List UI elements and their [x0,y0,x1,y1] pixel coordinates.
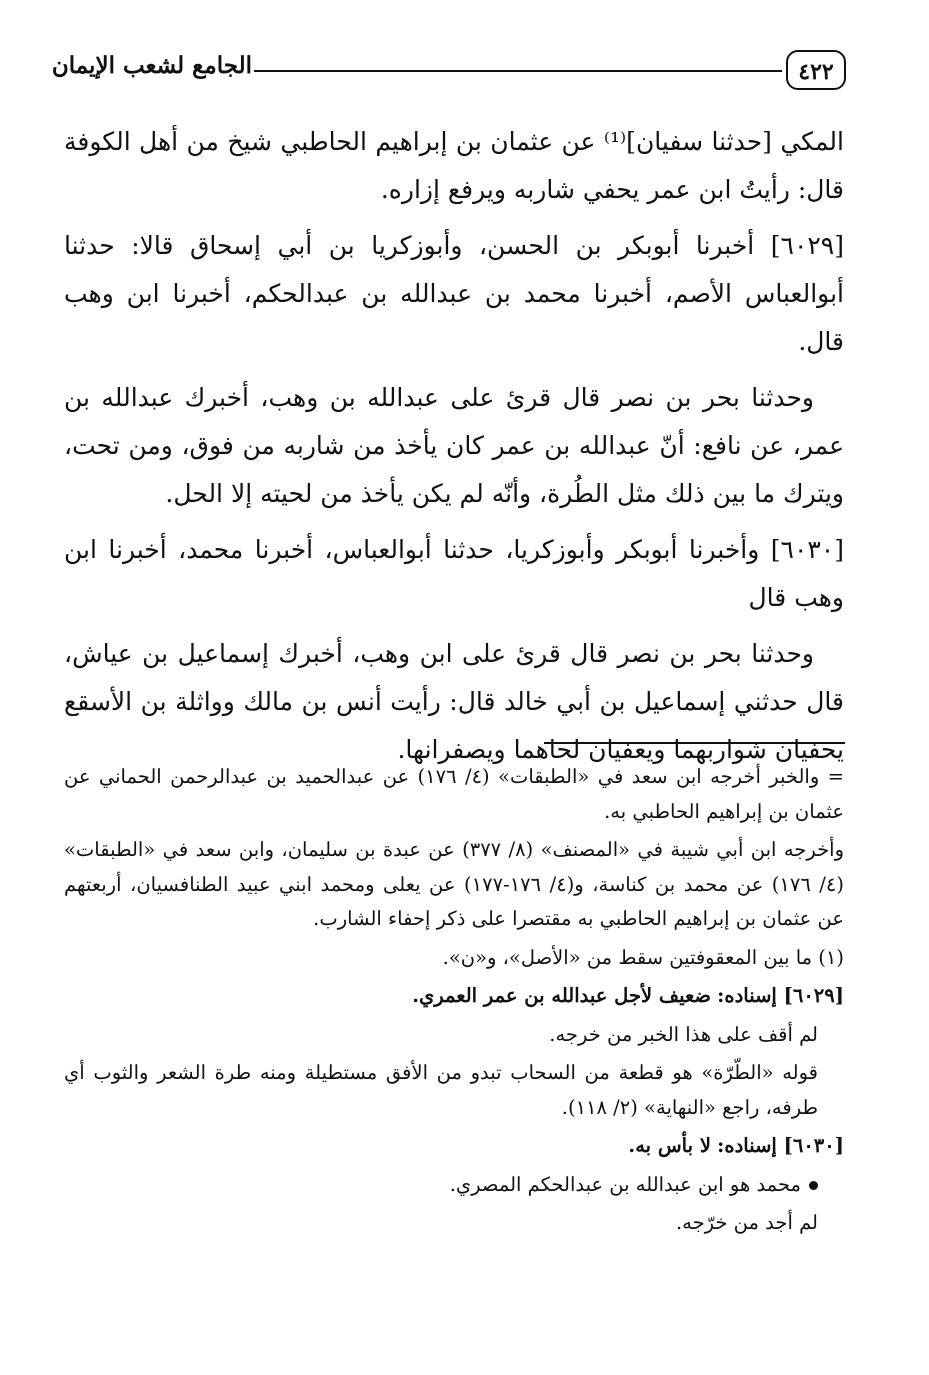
page-number: ٤٢٢ [786,50,846,90]
note-takhrij: وأخرجه ابن أبي شيبة في «المصنف» (٨/ ٣٧٧) عن عبدة بن سليمان، وابن سعد في «الطبقات» (٤/ ١٧٦) عن محمد بن كناسة، و(٤/ ١٧٦-١٧٧) عن يعلى ومحمد ابني عبيد الطنافسيان، أربعتهم عن عثمان بن إبراهيم الحاطبي به مقتصرا على ذكر إحفاء الشارب. [64,838,844,930]
main-text [64,118,844,782]
note-6029-takhrij: لم أقف على هذا الخبر من خرجه. [549,1022,818,1046]
bullet-icon [809,1181,818,1190]
note-6030-narrator-text: محمد هو ابن عبدالله بن عبدالحكم المصري. [449,1172,801,1196]
note-6030-grade: لا بأس به. [628,1134,711,1157]
book-title: الجامع لشعب الإيمان [51,52,252,79]
note-6030-label: [٦٠٣٠] إسناده: [717,1134,844,1157]
page-header [51,44,846,100]
note-6030-narrator [64,1168,844,1203]
paragraph-1: المكي [حدثنا سفيان]⁽¹⁾ عن عثمان بن إبراهيم الحاطبي شيخ من أهل الكوفة قال: رأيتُ ابن عمر يحفي شاربه ويرفع إزاره. [64,127,844,204]
note-6029-label: [٦٠٢٩] إسناده: [717,984,844,1007]
note-6030-isnad [64,1129,844,1164]
footnote-divider [544,742,845,744]
header-rule [254,70,782,72]
note-6029-gloss: قوله «الطّرّة» هو قطعة من السحاب تبدو من الأفق مستطيلة ومنه طرة الشعر والثوب أي طرفه، راجع «النهاية» (٢/ ١١٨). [64,1061,818,1119]
footnote-1: (١) ما بين المعقوفتين سقط من «الأصل»، و«ن». [442,945,844,969]
footnotes [64,760,844,1245]
paragraph-5: وحدثنا بحر بن نصر قال قرئ على ابن وهب، أخبرك إسماعيل بن عياش، قال حدثني إسماعيل بن أبي خالد قال: رأيت أنس بن مالك وواثلة بن الأسقع يحفيان شواربهما ويعفيان لحاهما ويصفرانها. [64,639,844,764]
note-continuation: = والخبر أخرجه ابن سعد في «الطبقات» (٤/ ١٧٦) عن عبدالحميد بن عبدالرحمن الحماني عن عثمان بن إبراهيم الحاطبي به. [64,765,844,823]
note-6029-isnad [64,979,844,1014]
paragraph-6029: [٦٠٢٩] أخبرنا أبوبكر بن الحسن، وأبوزكريا بن أبي إسحاق قالا: حدثنا أبوالعباس الأصم، أخبرنا محمد بن عبدالله بن عبدالحكم، أخبرنا ابن وهب قال. [64,231,844,356]
paragraph-6030: [٦٠٣٠] وأخبرنا أبوبكر وأبوزكريا، حدثنا أبوالعباس، أخبرنا محمد، أخبرنا ابن وهب قال [64,535,844,612]
note-6030-takhrij: لم أجد من خرّجه. [675,1211,818,1234]
note-6029-grade: ضعيف لأجل عبدالله بن عمر العمري. [412,984,711,1007]
paragraph-3: وحدثنا بحر بن نصر قال قرئ على عبدالله بن وهب، أخبرك عبدالله بن عمر، عن نافع: أنّ عبدالله بن عمر كان يأخذ من شاربه من فوق، ومن تحت، ويترك ما بين ذلك مثل الطُرة، وأنّه لم يكن يأخذ من لحيته إلا الحل. [64,383,844,508]
